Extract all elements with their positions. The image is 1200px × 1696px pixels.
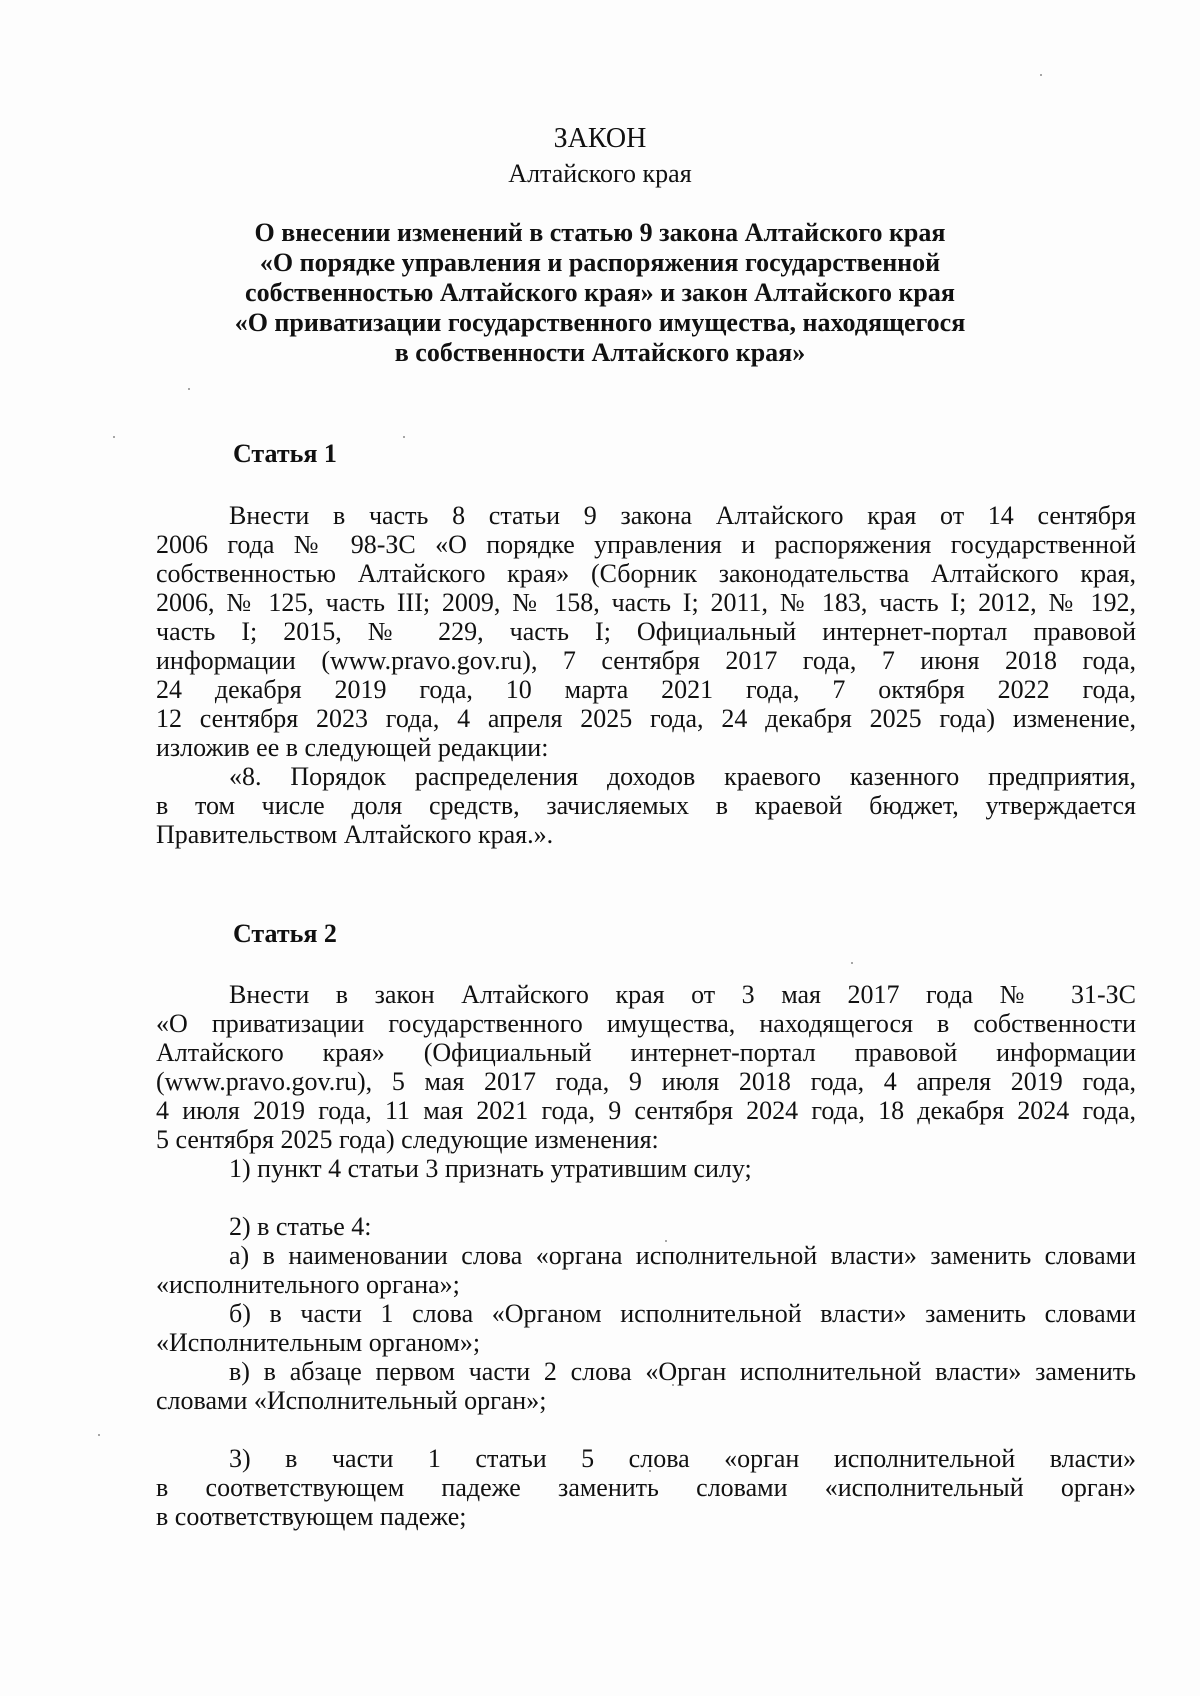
article-2-item-3: 3) в части 1 статьи 5 слова «орган исполнительной власти» bbox=[229, 1444, 1136, 1473]
article-2-line: Алтайского края» (Официальный интернет-портал правовой информации bbox=[156, 1038, 1136, 1067]
article-2-item-1: 1) пункт 4 статьи 3 признать утратившим силу; bbox=[229, 1154, 752, 1183]
article-1-quote-line: Правительством Алтайского края.». bbox=[156, 820, 554, 849]
article-1-line: Внести в часть 8 статьи 9 закона Алтайского края от 14 сентября bbox=[229, 501, 1136, 530]
article-1-line: 24 декабря 2019 года, 10 марта 2021 года, 7 октября 2022 года, bbox=[156, 675, 1136, 704]
article-1-line: изложив ее в следующей редакции: bbox=[156, 733, 549, 762]
article-2-item-3-cont: в соответствующем падеже заменить словами «исполнительный орган» bbox=[156, 1473, 1136, 1502]
article-1-quote-line: в том числе доля средств, зачисляемых в краевой бюджет, утверждается bbox=[156, 791, 1136, 820]
article-1-title: Статья 1 bbox=[233, 439, 337, 468]
article-2-body bbox=[156, 980, 1136, 1531]
document-subtitle: Алтайского края bbox=[508, 159, 692, 188]
article-2-subitem-a-cont: «исполнительного органа»; bbox=[156, 1270, 460, 1299]
article-2-subitem-v: в) в абзаце первом части 2 слова «Орган исполнительной власти» заменить bbox=[229, 1357, 1136, 1386]
law-heading-line: О внесении изменений в статью 9 закона Алтайского края bbox=[254, 218, 946, 247]
article-1-line: часть I; 2015, № 229, часть I; Официальный интернет-портал правовой bbox=[156, 617, 1136, 646]
article-2-line: (www.pravo.gov.ru), 5 мая 2017 года, 9 июля 2018 года, 4 апреля 2019 года, bbox=[156, 1067, 1136, 1096]
article-1-body bbox=[156, 501, 1136, 849]
scan-speck bbox=[113, 436, 115, 438]
scan-speck bbox=[403, 436, 405, 438]
article-2-item-2: 2) в статье 4: bbox=[229, 1212, 372, 1241]
article-2-title: Статья 2 bbox=[233, 919, 337, 948]
scan-speck bbox=[1040, 74, 1042, 76]
article-1-quote-line: «8. Порядок распределения доходов краевого казенного предприятия, bbox=[229, 762, 1136, 791]
article-2-line: Внести в закон Алтайского края от 3 мая 2017 года № 31-ЗС bbox=[229, 980, 1136, 1009]
article-2-subitem-b: б) в части 1 слова «Органом исполнительной власти» заменить словами bbox=[229, 1299, 1136, 1328]
article-2-subitem-a: а) в наименовании слова «органа исполнительной власти» заменить словами bbox=[229, 1241, 1136, 1270]
article-2-subitem-b-cont: «Исполнительным органом»; bbox=[156, 1328, 481, 1357]
article-2-line: 5 сентября 2025 года) следующие изменения: bbox=[156, 1125, 659, 1154]
article-1-line: 2006 года № 98-ЗС «О порядке управления и распоряжения государственной bbox=[156, 530, 1136, 559]
document-title: ЗАКОН bbox=[553, 123, 647, 154]
law-heading bbox=[200, 218, 1000, 368]
scan-speck bbox=[851, 962, 853, 964]
scan-speck bbox=[98, 1434, 100, 1436]
article-2-line: 4 июля 2019 года, 11 мая 2021 года, 9 сентября 2024 года, 18 декабря 2024 года, bbox=[156, 1096, 1136, 1125]
law-heading-line: «О приватизации государственного имущества, находящегося bbox=[234, 308, 966, 337]
law-heading-line: «О порядке управления и распоряжения государственной bbox=[259, 248, 941, 277]
article-2-line: «О приватизации государственного имущества, находящегося в собственности bbox=[156, 1009, 1136, 1038]
scan-speck bbox=[188, 388, 190, 390]
article-2-item-3-cont: в соответствующем падеже; bbox=[156, 1502, 467, 1531]
paragraph-gap bbox=[156, 1183, 1136, 1212]
paragraph-gap bbox=[156, 1415, 1136, 1444]
law-heading-line: в собственности Алтайского края» bbox=[394, 338, 806, 367]
article-2-subitem-v-cont: словами «Исполнительный орган»; bbox=[156, 1386, 547, 1415]
article-1-line: собственностью Алтайского края» (Сборник законодательства Алтайского края, bbox=[156, 559, 1136, 588]
law-heading-line: собственностью Алтайского края» и закон Алтайского края bbox=[245, 278, 955, 307]
article-1-line: 2006, № 125, часть III; 2009, № 158, часть I; 2011, № 183, часть I; 2012, № 192, bbox=[156, 588, 1136, 617]
article-1-line: 12 сентября 2023 года, 4 апреля 2025 года, 24 декабря 2025 года) изменение, bbox=[156, 704, 1136, 733]
article-1-line: информации (www.pravo.gov.ru), 7 сентября 2017 года, 7 июня 2018 года, bbox=[156, 646, 1136, 675]
